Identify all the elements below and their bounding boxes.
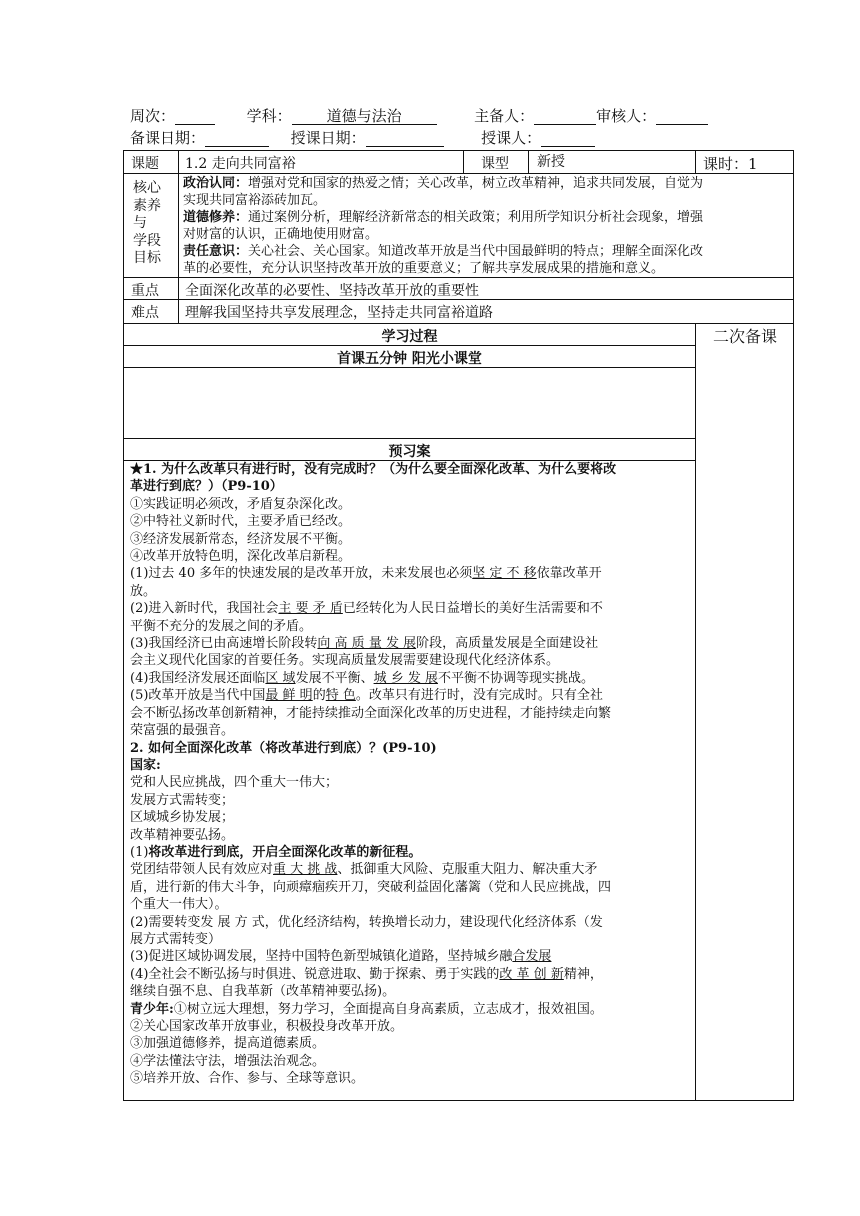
line-text: (4)全社会不断弘扬与时俱进、锐意进取、勤于探索、勇于实践的 [130, 966, 500, 982]
core-line [183, 209, 793, 226]
core-line [183, 243, 793, 260]
preview-line [130, 792, 695, 809]
preview-line [130, 1001, 695, 1018]
line-text: 将改革进行到底，开启全面深化改革的新征程。 [148, 844, 422, 860]
line-text: ★1. 为什么改革只有进行时，没有完成时？（为什么要全面深化改革、为什么要将改 [130, 462, 617, 477]
preview-line [130, 600, 695, 617]
core-objectives [183, 175, 793, 277]
preview-line [130, 966, 695, 983]
line-text: ①树立远大理想，努力学习，全面提高自身高素质，立志成才，报效祖国。 [173, 1001, 603, 1017]
line-text: 盾，进行新的伟大斗争，向顽瘴痼疾开刀，突破利益固化藩篱（党和人民应挑战，四 [130, 879, 612, 895]
core-line-text: 增强对党和国家的热爱之情；关心改革，树立改革精神，追求共同发展，自觉为 [248, 176, 704, 191]
preview-line [130, 635, 695, 652]
line-text: 区域城乡协发展； [130, 810, 235, 826]
line-text: 继续自强不息、自我革新（改革精神要弘扬)。 [130, 984, 396, 1000]
preview-line [130, 513, 695, 530]
line-text: (3)促进区域协调发展，坚持中国特色新型城镇化道路，坚持城乡融 [130, 949, 513, 965]
underlined-answer: 坚 定 不 移 [472, 566, 537, 582]
line-text: 发展不平衡、 [295, 670, 374, 686]
preview-line [130, 548, 695, 565]
underlined-answer: 特 色 [325, 688, 356, 704]
line-text: ④学法懂法守法，增强法治观念。 [130, 1053, 326, 1069]
week-blank [175, 106, 215, 125]
core-line-lead: 责任意识： [183, 244, 249, 259]
teach-date-blank [366, 128, 444, 147]
divider [695, 150, 696, 174]
core-label-line: 与 [133, 215, 147, 231]
line-text: (3)我国经济已由高速增长阶段转 [130, 636, 318, 652]
line-text: 展方式需转变） [130, 931, 222, 947]
preview-line [130, 496, 695, 513]
core-label [133, 180, 163, 268]
line-text: ②关心国家改革开放事业，积极投身改革开放。 [130, 1019, 404, 1034]
line-text: ①实践证明必须改，矛盾复杂深化改。 [130, 496, 352, 512]
line-text: 平衡不充分的发展之间的矛盾。 [130, 618, 313, 634]
line-text: 不平衡不协调等现实挑战。 [437, 670, 594, 686]
core-label-line: 素养 [133, 197, 161, 214]
underlined-answer: 最 鲜 明 [265, 688, 313, 704]
core-line-lead: 道德修养： [183, 210, 249, 225]
line-text: 会不断弘扬改革创新精神，才能持续推动全面深化改革的历史进程，才能持续走向繁 [130, 705, 612, 721]
prep-date-blank [205, 128, 269, 147]
preview-line [130, 827, 695, 844]
line-text: (5)改革开放是当代中国 [130, 688, 266, 704]
preview-line [130, 670, 695, 687]
preview-line [130, 1070, 695, 1087]
core-line [183, 260, 793, 277]
line-text: ③加强道德修养，提高道德素质。 [130, 1036, 326, 1052]
key-label: 重点 [131, 283, 159, 299]
preview-content [130, 461, 695, 1088]
line-text: (4)我国经济发展还面临 [130, 670, 266, 686]
line-text: ③经济发展新常态，经济发展不平衡。 [130, 531, 352, 547]
underlined-answer: 城 乡 发 展 [373, 670, 438, 686]
divider [463, 150, 464, 174]
core-line-text: 革的必要性，充分认识坚持改革开放的重要意义；了解共享发展成果的措施和意义。 [183, 261, 665, 276]
core-line-text: 实现共同富裕添砖加瓦。 [183, 193, 327, 208]
preview-line [130, 948, 695, 965]
line-text: 党团结带领人民有效应对 [130, 862, 274, 878]
header-line-1 [130, 106, 708, 126]
teach-date-label: 授课日期： [290, 129, 366, 147]
line-text: 、抵御重大风险、克服重大阻力、解决重大矛 [337, 862, 598, 878]
topic-label: 课题 [131, 156, 159, 172]
preview-line [130, 1018, 695, 1035]
line-text: 党和人民应挑战，四个重大一伟大； [130, 775, 339, 791]
line-text: 国家: [130, 757, 161, 773]
core-label-line: 核心 [133, 180, 161, 196]
line-text: ②中特社义新时代，主要矛盾已经改。 [130, 514, 352, 530]
preview-line [130, 618, 695, 635]
preview-line [130, 705, 695, 722]
preview-line [130, 983, 695, 1000]
preview-line [130, 1053, 695, 1070]
line-text: (2)进入新时代，我国社会 [130, 601, 279, 617]
preview-line [130, 461, 695, 478]
hours-label: 课时：1 [703, 155, 758, 173]
underlined-answer: 重 大 挑 战 [273, 862, 338, 878]
subject-label: 学科： [246, 107, 292, 125]
preview-line [130, 1035, 695, 1052]
preview-line [130, 861, 695, 878]
type-value: 新授 [537, 154, 565, 170]
week-label: 周次： [130, 107, 176, 125]
preview-line [130, 583, 695, 600]
line-text: 会主义现代化国家的首要任务。实现高质量发展需要建设现代化经济体系。 [130, 653, 560, 669]
line-text: 荣富强的最强音。 [130, 723, 235, 739]
core-label-line: 目标 [133, 250, 161, 266]
reviewer-blank [656, 106, 708, 125]
preview-line [130, 531, 695, 548]
prep-date-label: 备课日期： [130, 129, 206, 147]
line-text: 已经转化为人民日益增长的美好生活需要和不 [342, 601, 603, 617]
core-line-lead: 政治认同： [183, 176, 249, 191]
process-label: 学习过程 [381, 329, 438, 345]
core-line [183, 175, 793, 192]
line-text: ④改革开放特色明，深化改革启新程。 [130, 549, 352, 565]
divider [528, 150, 529, 174]
line-text: 。改革只有进行时，没有完成时。只有全社 [355, 688, 603, 704]
topic-value: 1.2 走向共同富裕 [185, 156, 296, 172]
preview-line [130, 931, 695, 948]
preview-line [130, 478, 695, 495]
line-text: ⑤培养开放、合作、参与、全球等意识。 [130, 1071, 365, 1087]
preview-line [130, 896, 695, 913]
preview-line [130, 914, 695, 931]
core-line [183, 226, 793, 243]
second-prep-label: 二次备课 [712, 327, 777, 346]
core-line-text: 关心社会、关心国家。知道改革开放是当代中国最鲜明的特点；理解全面深化改 [248, 244, 704, 259]
preparer-blank [534, 106, 596, 125]
line-text: 革进行到底？）（P9-10） [130, 479, 283, 495]
key-value: 全面深化改革的必要性、坚持改革开放的重要性 [185, 283, 479, 299]
core-label-line: 学段 [133, 232, 161, 249]
underlined-answer: 区 域 [265, 670, 296, 686]
reviewer-label: 审核人： [596, 107, 657, 125]
subject-value: 道德与法治 [292, 106, 437, 125]
preview-line [130, 740, 695, 757]
type-label: 课型 [481, 156, 509, 172]
line-text: 个重大一伟大）。 [130, 897, 228, 913]
line-text: (1)过去 40 多年的快速发展的是改革开放，未来发展也必须 [130, 566, 473, 582]
preparer-label: 主备人： [474, 107, 535, 125]
line-text: 的 [312, 688, 326, 704]
core-line [183, 192, 793, 209]
line-text: 依靠改革开 [536, 566, 602, 582]
preview-line [130, 879, 695, 896]
preview-line [130, 687, 695, 704]
line-text: 2. 如何全面深化改革（将改革进行到底）？(P9-10) [130, 740, 437, 756]
line-text: (2)需要转变发 展 方 式，优化经济结构，转换增长动力，建设现代化经济体系（发 [130, 914, 603, 930]
line-text: 放。 [130, 583, 157, 599]
line-text: 阶段，高质量发展是全面建设社 [416, 636, 599, 652]
teacher-label: 授课人： [481, 129, 542, 147]
underlined-answer: 主 要 矛 盾 [278, 601, 343, 617]
header-line-2 [130, 128, 595, 148]
five-min-label: 首课五分钟 阳光小课堂 [337, 351, 482, 367]
preview-line [130, 757, 695, 774]
line-text: 发展方式需转变； [130, 792, 235, 808]
core-line-text: 通过案例分析，理解经济新常态的相关政策；利用所学知识分析社会现象，增强 [248, 210, 704, 225]
difficult-label: 难点 [131, 305, 159, 321]
line-text: 改革精神要弘扬。 [130, 827, 235, 843]
difficult-value: 理解我国坚持共享发展理念，坚持走共同富裕道路 [185, 305, 493, 321]
preview-line [130, 565, 695, 582]
preview-line [130, 809, 695, 826]
underlined-answer: 改 革 创 新 [499, 966, 564, 982]
preview-line [130, 722, 695, 739]
underlined-answer: 向 高 质 量 发 展 [317, 636, 417, 652]
preview-line [130, 774, 695, 791]
line-text: 精神， [563, 966, 603, 982]
preview-line [130, 652, 695, 669]
underlined-answer: 合发展 [512, 949, 552, 965]
five-min-content [123, 368, 696, 439]
core-line-text: 对财富的认识，正确地使用财富。 [183, 227, 379, 242]
preview-label: 预习案 [388, 444, 431, 460]
preview-line [130, 844, 695, 861]
line-text: 青少年: [130, 1001, 174, 1017]
teacher-blank [541, 128, 595, 147]
line-text: (1) [130, 844, 149, 860]
